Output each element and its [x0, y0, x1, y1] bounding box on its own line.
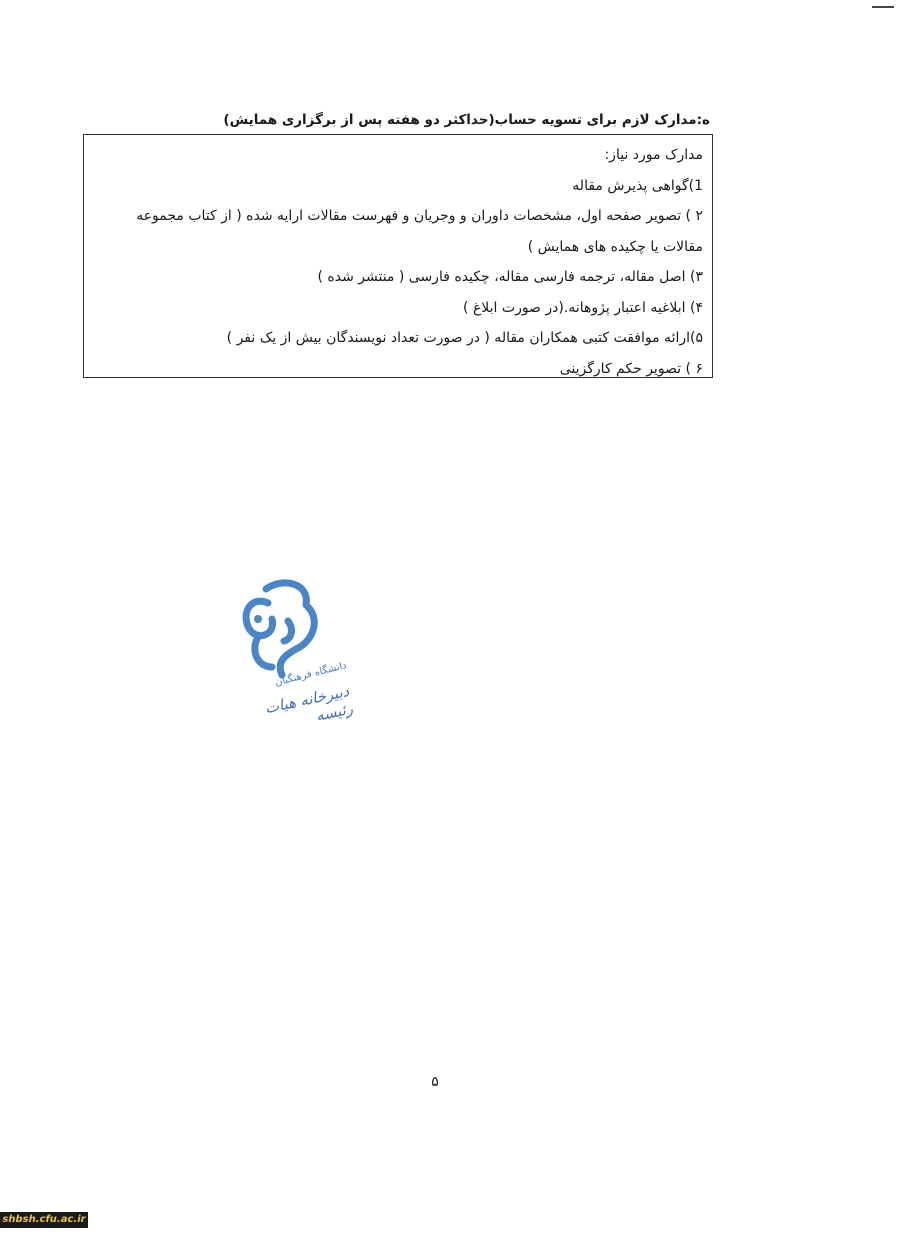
list-item: ۵)ارائه موافقت کتبی همکاران مقاله ( در صورت تعداد نویسندگان بیش از یک نفر ) — [226, 330, 703, 346]
list-item: ۶ ) تصویر حکم کارگزینی — [559, 360, 703, 377]
site-watermark: shbsh.cfu.ac.ir — [0, 1212, 88, 1228]
stamp-line-1: دانشگاه فرهنگیان — [273, 660, 348, 689]
section-heading: ه:مدارک لازم برای تسویه حساب(حداکثر دو هفته پس از برگزاری همایش) — [223, 112, 710, 128]
list-item: ۳) اصل مقاله، ترجمه فارسی مقاله، چکیده فارسی ( منتشر شده ) — [317, 269, 703, 285]
list-item: ۲ ) تصویر صفحه اول، مشخصات داوران و وجریان و فهرست مقالات ارایه شده ( از کتاب مجموعه مقالات یا چکیده های همایش ) — [136, 208, 703, 255]
list-item: ۴) ابلاغیه اعتبار پژوهانه.(در صورت ابلاغ ) — [463, 299, 703, 316]
list-item: 1)گواهی پذیرش مقاله — [572, 177, 703, 194]
required-documents-box — [83, 134, 713, 378]
page-number: ۵ — [431, 1074, 439, 1090]
stamp-line-2: دبیرخانه هیات رئیسه — [263, 681, 355, 725]
top-edge-mark — [872, 6, 894, 8]
box-title: مدارک مورد نیاز: — [604, 147, 703, 163]
